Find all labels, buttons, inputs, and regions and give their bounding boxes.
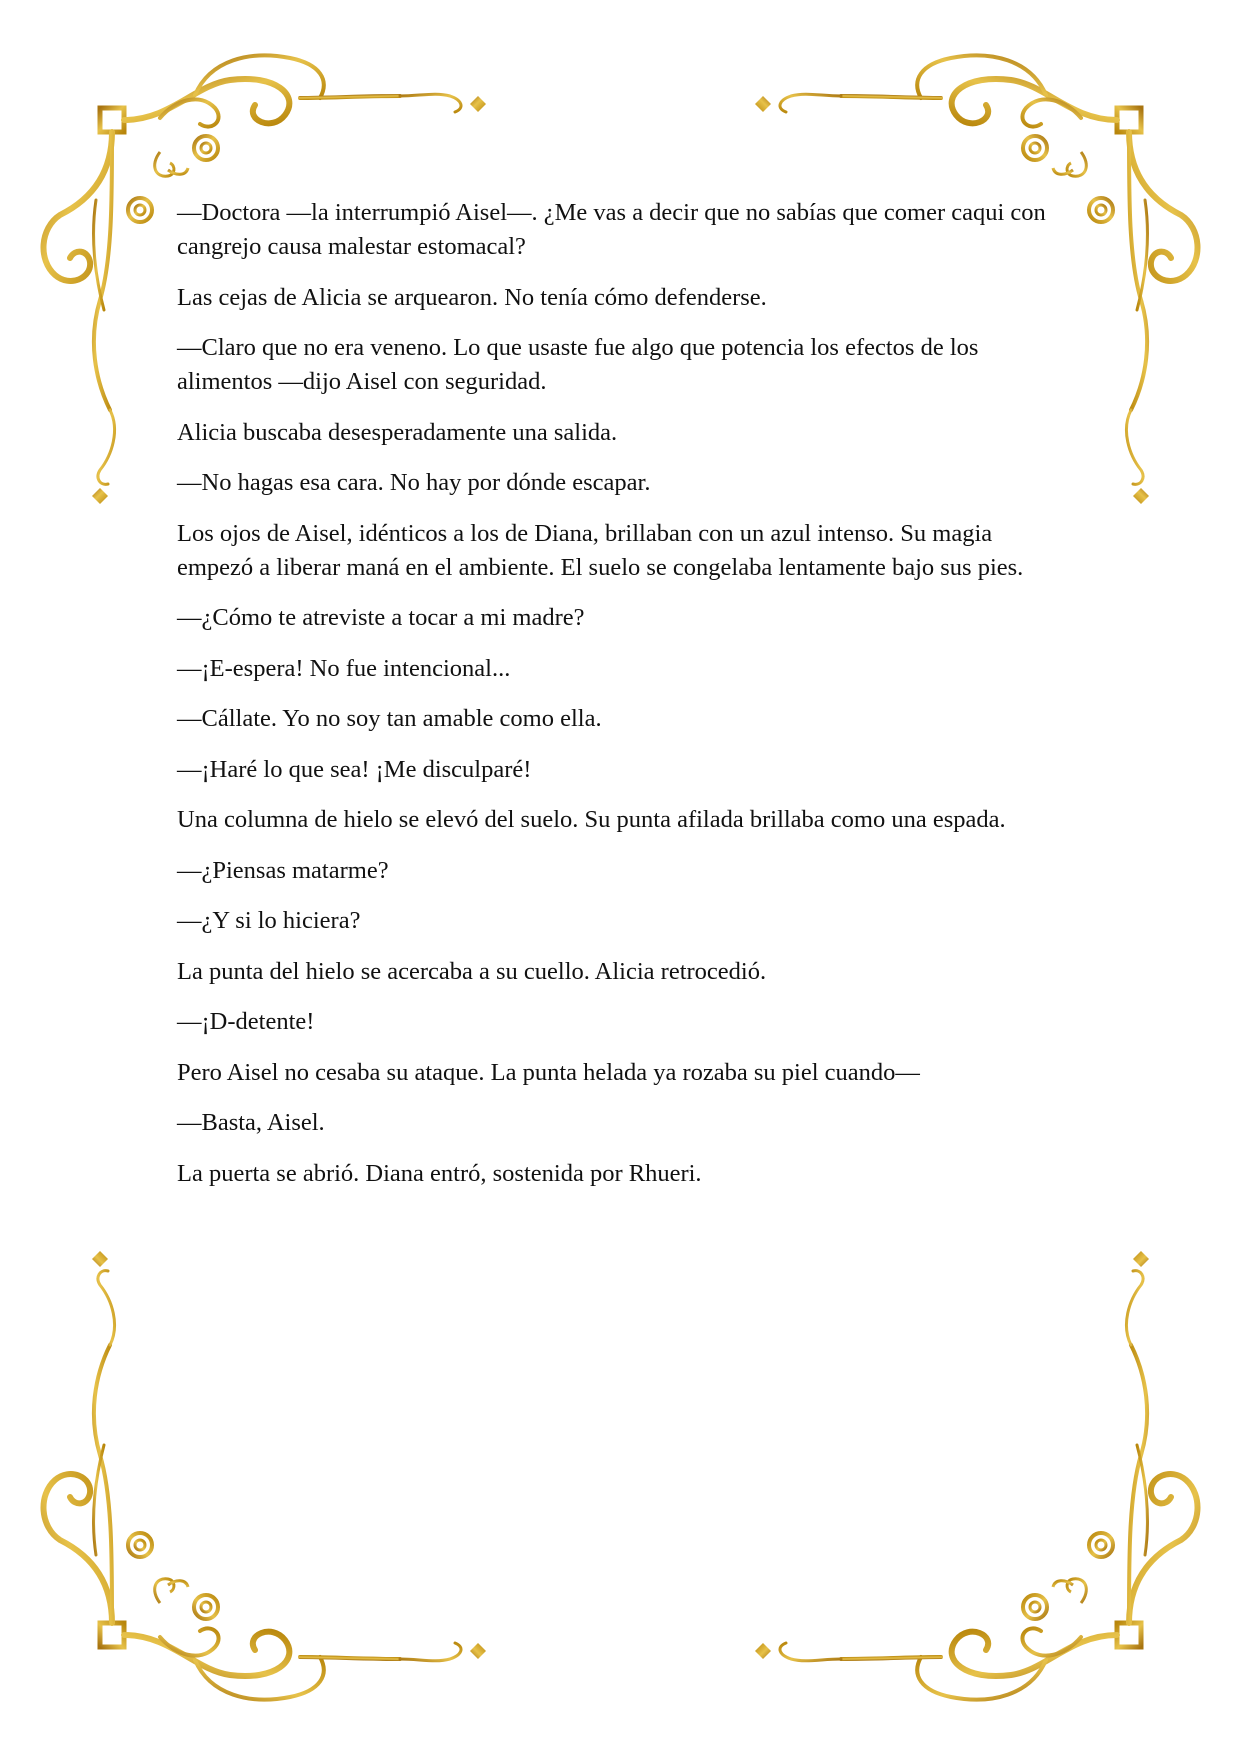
paragraph: —¿Y si lo hiciera? bbox=[177, 907, 361, 934]
paragraph: —Basta, Aisel. bbox=[177, 1109, 325, 1136]
paragraph: —Claro que no era veneno. Lo que usaste fue algo que potencia los efectos de los alimentos —dijo Aisel con seguridad. bbox=[177, 334, 979, 395]
paragraph: Los ojos de Aisel, idénticos a los de Diana, brillaban con un azul intenso. Su magia empezó a liberar maná en el ambiente. El suelo se congelaba lentamente bajo sus pies. bbox=[177, 519, 1024, 581]
paragraph: —¡D-detente! bbox=[177, 1008, 315, 1035]
paragraph: Alicia buscaba desesperadamente una salida. bbox=[177, 418, 618, 446]
paragraph: Pero Aisel no cesaba su ataque. La punta helada ya rozaba su piel cuando— bbox=[177, 1058, 920, 1086]
bottom-right-corner-ornament bbox=[755, 1251, 1197, 1700]
paragraph: —Doctora —la interrumpió Aisel—. ¿Me vas a decir que no sabías que comer caqui con cangrejo causa malestar estomacal? bbox=[177, 199, 1046, 260]
paragraph: —¡Haré lo que sea! ¡Me disculparé! bbox=[177, 755, 532, 783]
paragraph: La punta del hielo se acercaba a su cuello. Alicia retrocedió. bbox=[177, 957, 767, 985]
paragraph: Las cejas de Alicia se arquearon. No tenía cómo defenderse. bbox=[177, 283, 767, 311]
paragraph: Una columna de hielo se elevó del suelo. Su punta afilada brillaba como una espada. bbox=[177, 806, 1006, 833]
bottom-left-corner-ornament bbox=[44, 1251, 486, 1700]
paragraph: —No hagas esa cara. No hay por dónde escapar. bbox=[177, 469, 651, 496]
story-text bbox=[177, 196, 1057, 1207]
paragraph: —¿Piensas matarme? bbox=[177, 856, 389, 884]
paragraph: —¡E-espera! No fue intencional... bbox=[177, 654, 511, 682]
paragraph: La puerta se abrió. Diana entró, sostenida por Rhueri. bbox=[177, 1159, 702, 1187]
paragraph: —Cállate. Yo no soy tan amable como ella. bbox=[177, 705, 602, 732]
paragraph: —¿Cómo te atreviste a tocar a mi madre? bbox=[177, 604, 585, 631]
